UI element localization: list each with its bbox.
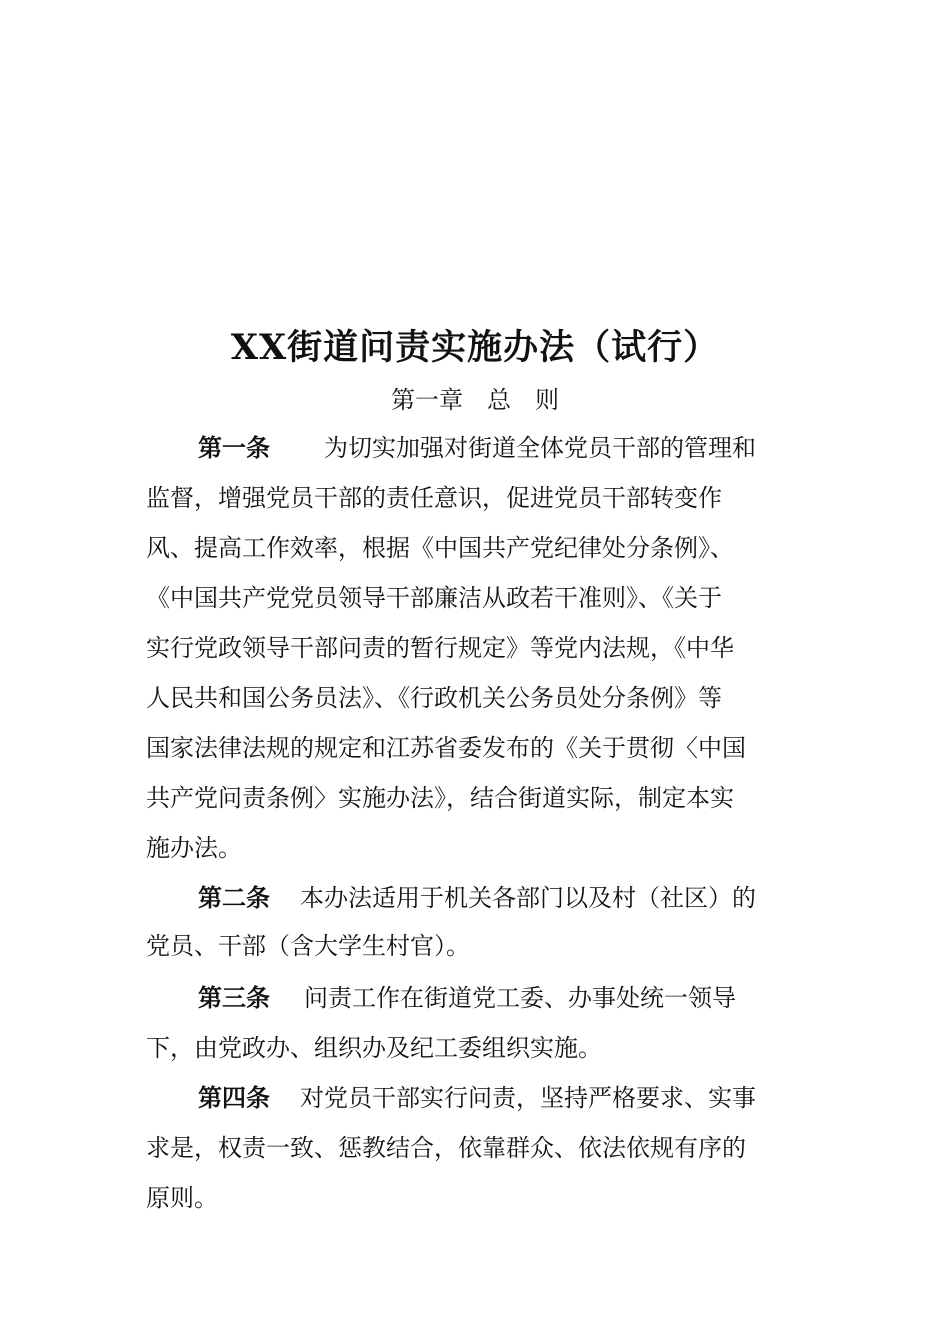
article-3-label: 第三条 <box>198 983 270 1012</box>
article-1-text-line: 共产党问责条例〉实施办法》，结合街道实际，制定本实 <box>146 784 734 812</box>
article-4-text-line: 求是，权责一致、惩教结合，依靠群众、依法依规有序的 <box>146 1134 746 1162</box>
article-1-text-line: 人民共和国公务员法》、《行政机关公务员处分条例》等 <box>146 684 722 712</box>
article-4-label: 第四条 <box>198 1083 270 1112</box>
article-1-text-line: 风、提高工作效率，根据《中国共产党纪律处分条例》、 <box>146 534 734 562</box>
article-2-first-line <box>198 880 756 916</box>
document-title: XX街道问责实施办法（试行） <box>230 327 720 368</box>
article-2-text-line: 党员、干部（含大学生村官）。 <box>146 932 470 960</box>
chapter-heading: 第一章 总 则 <box>391 386 559 414</box>
article-4-text-line: 对党员干部实行问责，坚持严格要求、实事 <box>300 1084 756 1112</box>
article-1-label: 第一条 <box>198 433 270 462</box>
article-3-text-line: 下，由党政办、组织办及纪工委组织实施。 <box>146 1034 602 1062</box>
article-2-label: 第二条 <box>198 883 270 912</box>
article-1-text-line: 监督，增强党员干部的责任意识，促进党员干部转变作 <box>146 484 722 512</box>
article-1-text-line: 施办法。 <box>146 834 242 862</box>
article-3-first-line <box>198 980 736 1016</box>
article-4-text-line: 原则。 <box>146 1184 218 1212</box>
article-1-first-line <box>198 430 756 466</box>
article-3-text-line: 问责工作在街道党工委、办事处统一领导 <box>304 984 736 1012</box>
article-1-text-line: 为切实加强对街道全体党员干部的管理和 <box>324 434 756 462</box>
article-1-text-line: 实行党政领导干部问责的暂行规定》等党内法规，《中华 <box>146 634 734 662</box>
article-2-text-line: 本办法适用于机关各部门以及村（社区）的 <box>300 884 756 912</box>
article-1-text-line: 《中国共产党党员领导干部廉洁从政若干准则》、《关于 <box>146 584 722 612</box>
article-4-first-line <box>198 1080 756 1116</box>
article-1-text-line: 国家法律法规的规定和江苏省委发布的《关于贯彻〈中国 <box>146 734 746 762</box>
